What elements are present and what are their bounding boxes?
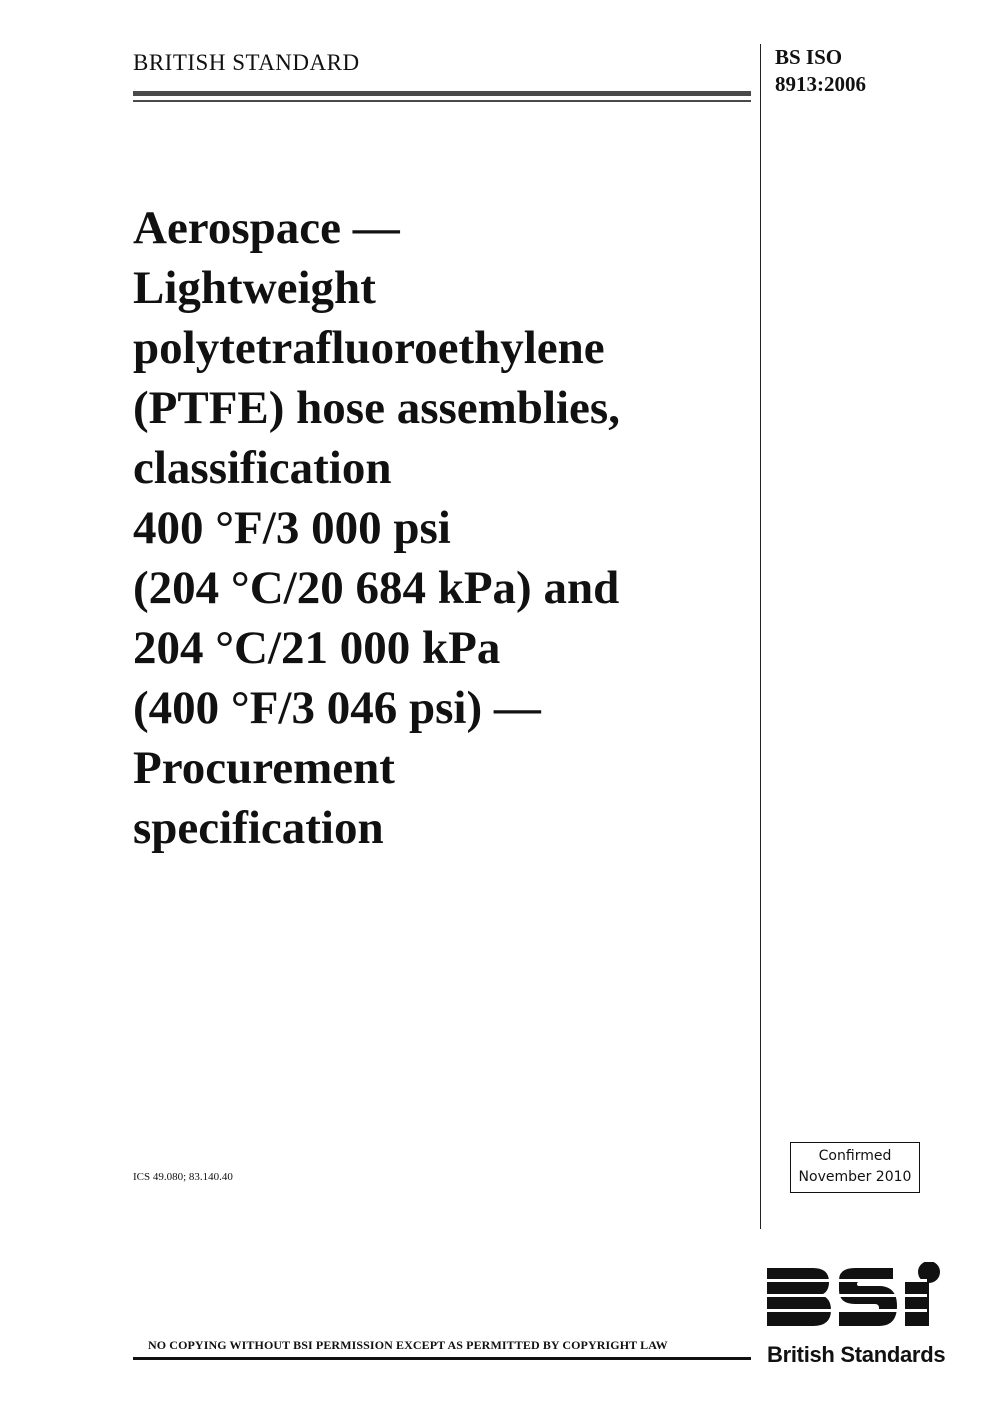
vertical-divider: [760, 44, 761, 1229]
title-line: (400 °F/3 046 psi) —: [133, 682, 541, 734]
ics-code: ICS 49.080; 83.140.40: [133, 1171, 233, 1183]
document-series-label: BRITISH STANDARD: [133, 50, 360, 75]
bsi-logo: [767, 1262, 945, 1330]
standard-number: [775, 44, 866, 98]
confirmation-label: Confirmed: [818, 1148, 892, 1164]
document-title: [133, 198, 753, 858]
title-line: Procurement: [133, 742, 395, 794]
title-line: polytetrafluoroethylene: [133, 322, 605, 374]
confirmation-date: November 2010: [798, 1169, 912, 1185]
standard-number-prefix: BS ISO: [775, 45, 843, 69]
footer-rule: [133, 1357, 751, 1360]
title-line: Lightweight: [133, 262, 376, 314]
standard-number-code: 8913:2006: [775, 72, 866, 96]
title-line: 400 °F/3 000 psi: [133, 502, 451, 554]
title-line: (204 °C/20 684 kPa) and: [133, 562, 620, 614]
header-rule-thick: [133, 91, 751, 96]
header-rule-thin: [133, 100, 751, 102]
title-line: 204 °C/21 000 kPa: [133, 622, 501, 674]
title-line: Aerospace —: [133, 202, 400, 254]
title-line: classification: [133, 442, 392, 494]
bsi-logo-subtitle: British Standards: [767, 1342, 946, 1367]
title-line: (PTFE) hose assemblies,: [133, 382, 620, 434]
title-line: specification: [133, 802, 384, 854]
copyright-notice: NO COPYING WITHOUT BSI PERMISSION EXCEPT AS PERMITTED BY COPYRIGHT LAW: [148, 1338, 668, 1352]
confirmation-stamp: [790, 1142, 920, 1193]
